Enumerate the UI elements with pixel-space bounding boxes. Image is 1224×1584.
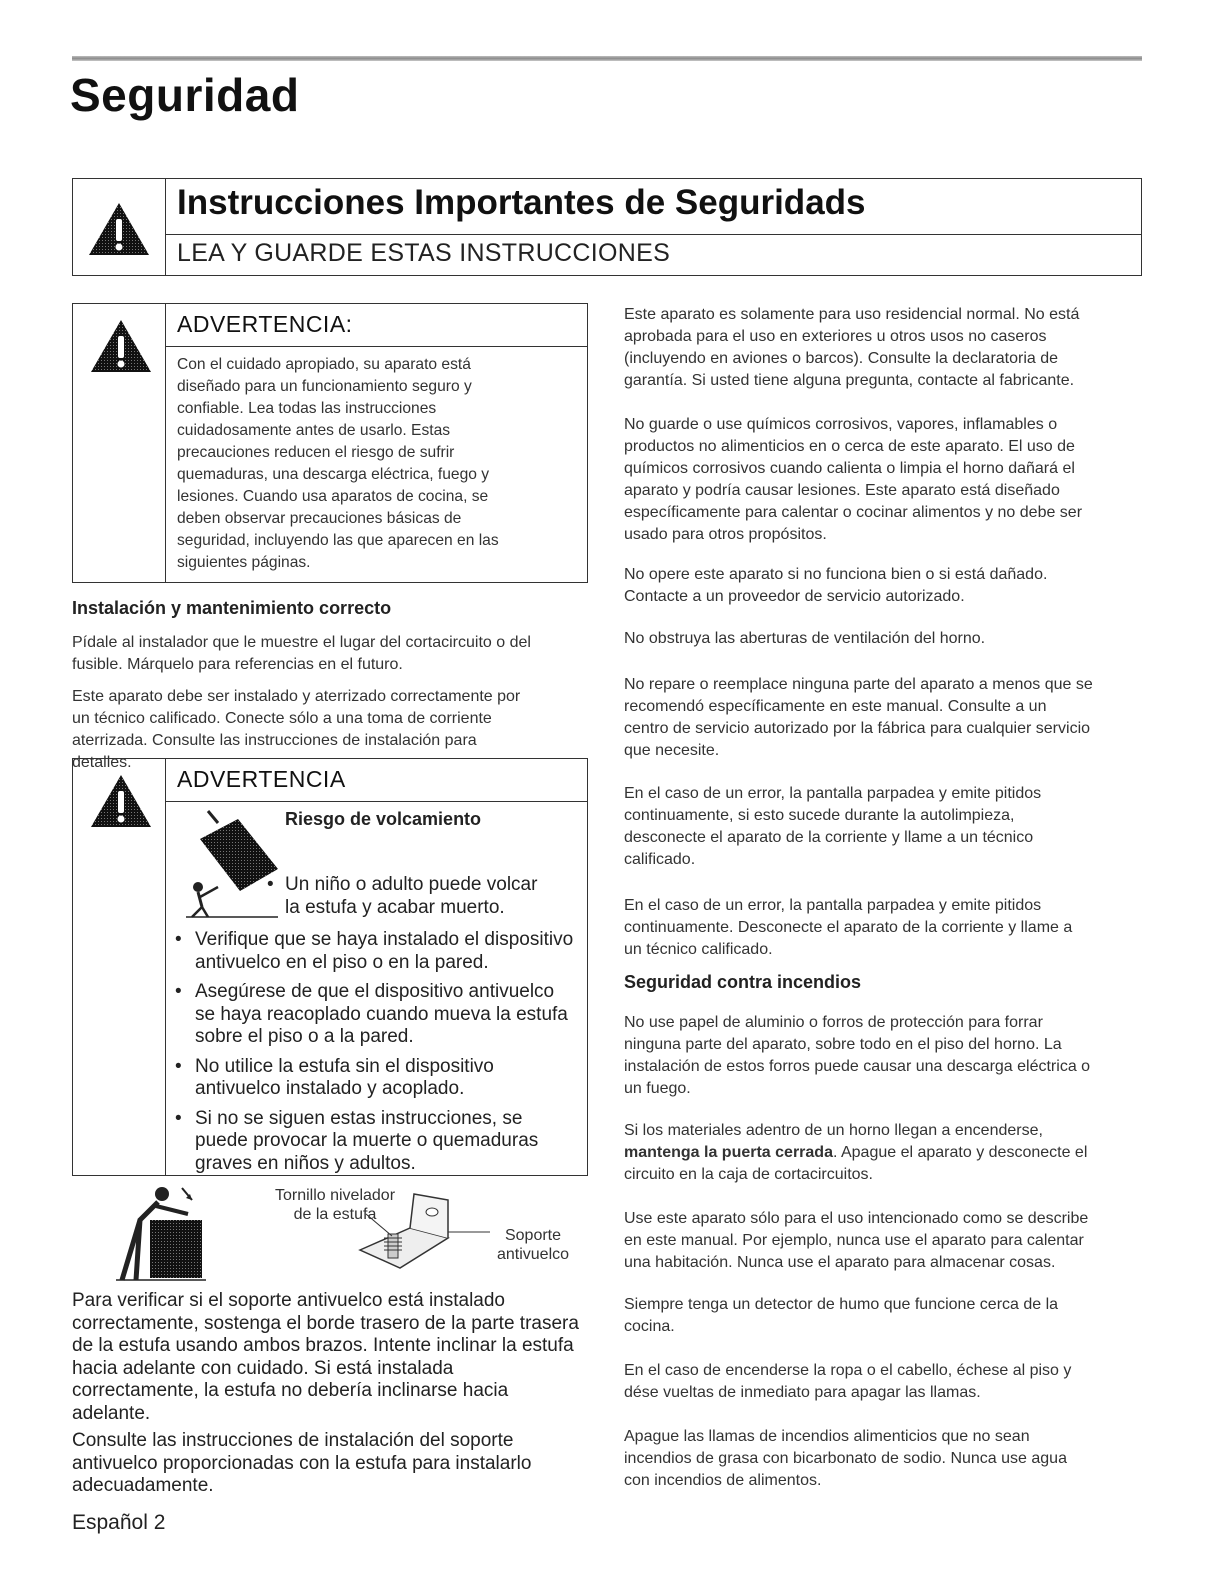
text-run: . Apague el aparato y desconecte el (832, 1144, 1088, 1161)
text-line: un técnico calificado. (624, 941, 773, 958)
warning-heading: ADVERTENCIA (177, 766, 346, 792)
right-paragraph (624, 304, 1154, 392)
warning-header (165, 304, 587, 347)
text-line: calificado. (624, 851, 696, 868)
verify-paragraph-2 (72, 1430, 602, 1498)
right-paragraph (624, 414, 1154, 546)
text-line: • Un niño o adulto puede volcar (285, 874, 538, 895)
bullet-item (173, 981, 583, 1049)
text-line: Siempre tenga un detector de humo que funcione cerca de la (624, 1296, 1059, 1313)
text-line: antivuelco en el piso o en la pared. (195, 951, 489, 973)
person-checking-range-icon (110, 1184, 210, 1282)
bullet-item (285, 873, 570, 919)
text-line: una habitación. Nunca use el aparato para almacenar cosas. (624, 1254, 1056, 1271)
text-line: No obstruya las aberturas de ventilación del horno. (624, 630, 986, 647)
install-heading: Instalación y mantenimiento correcto (72, 598, 392, 618)
text-line: graves en niños y adultos. (195, 1152, 416, 1174)
text-line: continuamente, si esto sucede durante la autolimpieza, (624, 807, 1015, 824)
risk-title: Riesgo de volcamiento (285, 809, 482, 829)
text-line: ninguna parte del aparato, sobre todo en el piso del horno. La (624, 1036, 1062, 1053)
text-line: Si los materiales adentro de un horno llegan a encenderse, (624, 1122, 1043, 1139)
right-paragraph (624, 783, 1154, 871)
text-line: adelante. (72, 1402, 151, 1424)
warning-line: lesiones. Cuando usa aparatos de cocina, se (177, 488, 489, 505)
warning-line: confiable. Lea todas las instrucciones (177, 400, 437, 417)
page-title: Seguridad (70, 69, 300, 121)
warning-line: deben observar precauciones básicas de (177, 510, 462, 527)
text-line: correctamente, sostenga el borde trasero de la parte trasera (72, 1312, 579, 1334)
right-paragraph (624, 628, 1154, 650)
install-paragraph-1 (72, 632, 592, 676)
right-paragraph (624, 564, 1154, 608)
text-line: aprobada para el uso en exteriores u otros usos no caseros (624, 328, 1047, 345)
diagram-label-screw (260, 1186, 410, 1224)
bullet-item (173, 929, 583, 974)
text-line: Este aparato debe ser instalado y aterrizado correctamente por (72, 688, 521, 705)
text-line: Pídale al instalador que le muestre el lugar del cortacircuito o del (72, 634, 531, 651)
text-line: Soporte (504, 1227, 562, 1244)
text-line (624, 1142, 1154, 1164)
text-line: Para verificar si el soporte antivuelco está instalado (72, 1290, 506, 1311)
banner-icon-cell (73, 179, 166, 275)
text-line: En el caso de un error, la pantalla parpadea y emite pitidos (624, 897, 1042, 914)
text-line: • No utilice la estufa sin el dispositivo (195, 1055, 494, 1077)
text-line: En el caso de encenderse la ropa o el cabello, échese al piso y (624, 1362, 1072, 1379)
warning-icon-cell (73, 759, 166, 1175)
fire-paragraph (624, 1426, 1154, 1492)
text-line: Use este aparato sólo para el uso intencionado como se describe (624, 1210, 1089, 1227)
text-line: instalación de estos forros puede causar una descarga eléctrica o (624, 1058, 1091, 1075)
text-line: Este aparato es solamente para uso residencial normal. No está (624, 306, 1080, 323)
banner-title: Instrucciones Importantes de Seguridads (177, 183, 866, 222)
bullet-item (173, 1108, 583, 1176)
text-line: garantía. Si usted tiene alguna pregunta, contacte al fabricante. (624, 372, 1075, 389)
text-line: No repare o reemplace ninguna parte del aparato a menos que se (624, 676, 1093, 693)
text-line: de la estufa usando ambos brazos. Intente inclinar la estufa (72, 1335, 574, 1356)
text-line: puede provocar la muerte o quemaduras (195, 1130, 539, 1151)
text-line: continuamente. Desconecte el aparato de la corriente y llame a (624, 919, 1073, 936)
warning-line: quemaduras, una descarga eléctrica, fuego y (177, 466, 490, 483)
text-line: No use papel de aluminio o forros de protección para forrar (624, 1014, 1043, 1031)
fire-paragraph (624, 1294, 1154, 1338)
warning-box-tip-over (72, 758, 588, 1176)
top-rule (72, 56, 1142, 61)
text-line: que necesite. (624, 742, 720, 759)
text-line: en este manual. Por ejemplo, nunca use el aparato para calentar (624, 1232, 1084, 1249)
banner-subtitle: LEA Y GUARDE ESTAS INSTRUCCIONES (177, 239, 671, 267)
text-line: • Verifique que se haya instalado el dispositivo (195, 929, 574, 950)
emphasis-text: mantenga la puerta cerrada (624, 1144, 833, 1161)
text-line: aterrizada. Consulte las instrucciones de instalación para (72, 732, 477, 749)
right-paragraph (624, 674, 1154, 762)
text-line: hacia adelante con cuidado. Si está instalada (72, 1357, 454, 1379)
text-line: (incluyendo en aviones o barcos). Consulte la declaratoria de (624, 350, 1059, 367)
text-line: un fuego. (624, 1080, 691, 1097)
warning-triangle-icon (89, 773, 153, 829)
text-line: de la estufa (293, 1206, 377, 1223)
text-line: antivuelco proporcionadas con la estufa para instalarlo (72, 1452, 532, 1474)
text-line: con incendios de alimentos. (624, 1472, 822, 1489)
fire-paragraph (624, 1208, 1154, 1274)
text-line: correctamente, la estufa no debería inclinarse hacia (72, 1380, 509, 1401)
text-line: antivuelco instalado y acoplado. (195, 1078, 465, 1099)
bullet-item (173, 1056, 583, 1101)
fire-safety-heading: Seguridad contra incendios (624, 972, 862, 992)
text-line: Apague las llamas de incendios alimenticios que no sean (624, 1428, 1030, 1445)
text-line: • Si no se siguen estas instrucciones, se (195, 1107, 523, 1129)
text-line: adecuadamente. (72, 1475, 214, 1496)
tipping-range-icon (178, 809, 278, 921)
text-line: usado para otros propósitos. (624, 526, 827, 543)
text-line: aparato y podría causar lesiones. Este aparato está diseñado (624, 482, 1060, 499)
text-line: Tornillo nivelador (274, 1187, 396, 1204)
text-line: específicamente para calentar o cocinar alimentos y no debe ser (624, 504, 1083, 521)
warning-header (165, 759, 587, 802)
text-line: se haya reacoplado cuando mueva la estufa (195, 1003, 568, 1025)
verify-paragraph-1 (72, 1290, 602, 1425)
warning-line: cuidadosamente antes de usarlo. Estas (177, 422, 451, 439)
text-line: fusible. Márquelo para referencias en el futuro. (72, 656, 403, 673)
text-line: centro de servicio autorizado por la fábrica para cualquier servicio (624, 720, 1091, 737)
warning-icon-cell (73, 304, 166, 582)
text-line: recomendó específicamente en este manual. Consulte a un (624, 698, 1047, 715)
text-line: Consulte las instrucciones de instalación del soporte (72, 1430, 514, 1451)
diagram-label-bracket (488, 1226, 578, 1264)
text-line: incendios de grasa con bicarbonato de sodio. Nunca use agua (624, 1450, 1067, 1467)
text-line: dése vueltas de inmediato para apagar las llamas. (624, 1384, 981, 1401)
warning-line: Con el cuidado apropiado, su aparato está (177, 356, 471, 373)
text-line: desconecte el aparato de la corriente y llame a un técnico (624, 829, 1034, 846)
text-line: En el caso de un error, la pantalla parpadea y emite pitidos (624, 785, 1042, 802)
warning-triangle-icon (89, 318, 153, 374)
warning-line: siguientes páginas. (177, 554, 311, 571)
text-line: sobre el piso o a la pared. (195, 1026, 414, 1047)
banner-divider (165, 234, 1141, 235)
text-line: No guarde o use químicos corrosivos, vapores, inflamables o (624, 416, 1058, 433)
page-footer: Español 2 (72, 1511, 166, 1534)
warning-body (177, 354, 567, 574)
text-line: • Asegúrese de que el dispositivo antivuelco (195, 981, 555, 1002)
anti-tip-diagram (110, 1180, 590, 1290)
right-paragraph (624, 895, 1154, 961)
safety-banner (72, 178, 1142, 276)
text-line: químicos corrosivos cuando calienta o limpia el horno dañará el (624, 460, 1075, 477)
text-line: un técnico calificado. Conecte sólo a una toma de corriente (72, 710, 492, 727)
warning-line: precauciones reducen el riesgo de sufrir (177, 444, 455, 461)
warning-line: diseñado para un funcionamiento seguro y (177, 378, 472, 395)
warning-triangle-icon (87, 201, 151, 257)
fire-paragraph (624, 1360, 1154, 1404)
text-line: Contacte a un proveedor de servicio autorizado. (624, 588, 965, 605)
text-line: antivuelco (496, 1246, 570, 1263)
warning-line: seguridad, incluyendo las que aparecen en las (177, 532, 499, 549)
text-line: la estufa y acabar muerto. (285, 897, 505, 918)
text-line: No opere este aparato si no funciona bien o si está dañado. (624, 566, 1048, 583)
warning-heading: ADVERTENCIA: (177, 311, 353, 337)
warning-box-general (72, 303, 588, 583)
bullet-list (173, 929, 583, 1182)
fire-paragraph (624, 1012, 1154, 1100)
text-line: circuito en la caja de cortacircuitos. (624, 1166, 873, 1183)
fire-paragraph (624, 1120, 1154, 1186)
text-line: detalles. (72, 754, 132, 771)
text-line: cocina. (624, 1318, 675, 1335)
text-line: productos no alimenticios en o cerca de este aparato. El uso de (624, 438, 1075, 455)
